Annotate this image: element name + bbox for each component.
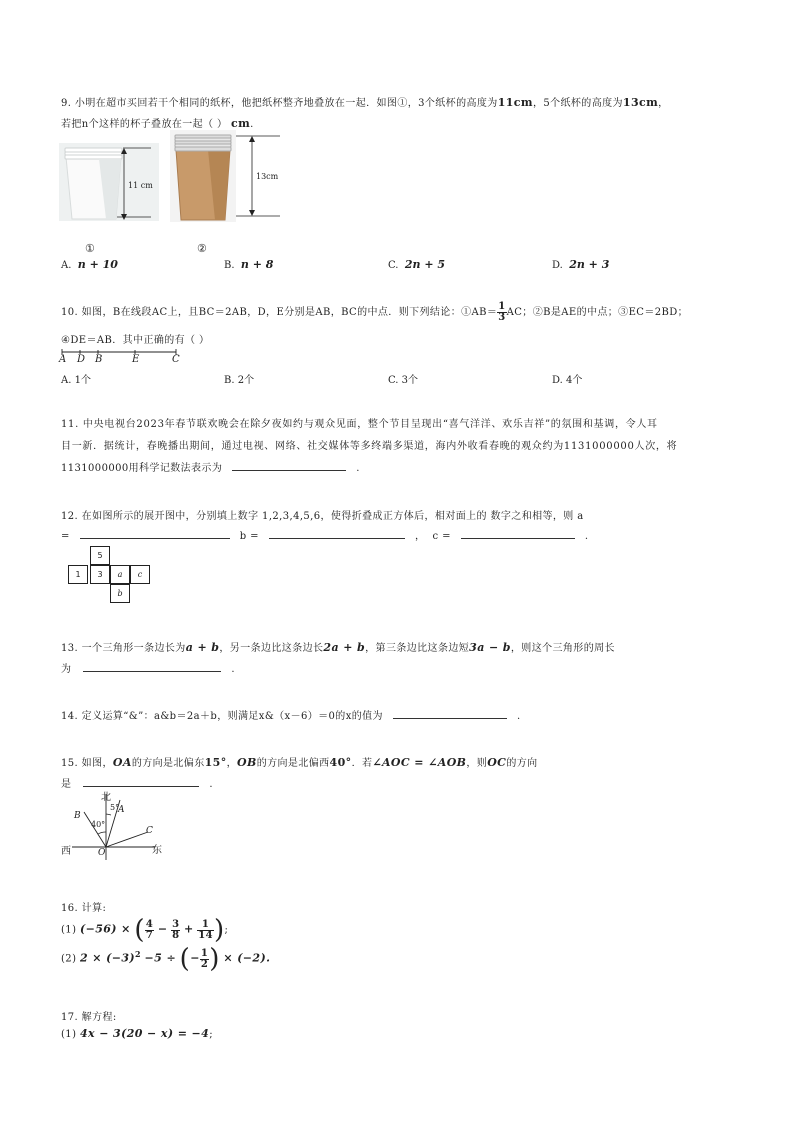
q14-line: 14. 定义运算“&”：a&b＝2a＋b，则满足x&（x－6）＝0的x的值为 . — [61, 711, 521, 722]
q12-c-blank[interactable] — [461, 537, 575, 539]
q10-point-a: A — [59, 354, 67, 365]
q12-b-blank[interactable] — [269, 537, 405, 539]
q12-line2: = b = ， c = . — [61, 531, 589, 542]
q15-line1: 15. 如图，OA的方向是北偏东15°，OB的方向是北偏西40°．若∠AOC = ∠AOB，则OC的方向 — [61, 756, 538, 769]
q16-frac-1-14: $\frac{1}{14}$ — [198, 918, 213, 941]
q9-fig2-caption: ② — [197, 242, 207, 255]
q13-answer-blank[interactable] — [83, 670, 221, 672]
q15-label-ang2: 40° — [91, 820, 106, 829]
q15-label-ang1: 5° — [110, 803, 120, 812]
q10-fraction: $\frac{1}{3}$ — [498, 301, 506, 323]
q16-title: 16. 计算: — [61, 903, 107, 914]
q17-title: 17. 解方程: — [61, 1012, 117, 1023]
q16-frac-4-7: $\frac{4}{7}$ — [145, 918, 154, 941]
q9-option-a: A. n + 10 — [61, 258, 118, 271]
net-cell-c: c — [130, 565, 150, 584]
q11-line2: 目一新．据统计，春晚播出期间，通过电视、网络、社交媒体等多终端多渠道，海内外收看春晚的观众约为1131000000人次，将 — [61, 441, 678, 452]
q15-label-b: B — [74, 811, 81, 821]
q15-label-north: 北 — [101, 792, 111, 803]
q14-answer-blank[interactable] — [393, 717, 507, 719]
q10-point-e: E — [132, 354, 140, 365]
kraft-cups-image — [170, 130, 236, 222]
q15-line2: 是 . — [61, 779, 213, 790]
q9-fig1-label: 11 cm — [128, 181, 153, 190]
net-cell-b: b — [110, 584, 130, 603]
q9-option-d: D. 2n + 3 — [552, 258, 610, 271]
q13-line2: 为 . — [61, 664, 235, 675]
q9-line2: 若把n个这样的杯子叠放在一起（ ） cm. — [61, 117, 254, 130]
q10-option-c: C. 3个 — [388, 375, 419, 386]
q12-a-blank[interactable] — [80, 537, 230, 539]
q12-line1: 12. 在如图所示的展开图中，分别填上数字 1,2,3,4,5,6，使得折叠成正方体后，相对面上的 数字之和相等，则 a — [61, 511, 584, 522]
q10-option-a: A. 1个 — [61, 375, 91, 386]
q15-label-c: C — [146, 826, 153, 836]
q9-fig1-caption: ① — [85, 242, 95, 255]
q15-label-a: A — [118, 805, 125, 815]
net-cell-3: 3 — [90, 565, 110, 584]
net-cell-5: 5 — [90, 546, 110, 565]
q10-line2: ④DE＝AB．其中正确的有（ ） — [61, 335, 210, 346]
q10-point-b: B — [95, 354, 103, 365]
q10-point-d: D — [77, 354, 86, 365]
q11-line1: 11. 中央电视台2023年春节联欢晚会在除夕夜如约与观众见面，整个节目呈现出“喜气洋洋、欢乐吉祥”的氛围和基调，令人耳 — [61, 419, 658, 430]
q9-line1: 9. 小明在超市买回若干个相同的纸杯，他把纸杯整齐地叠放在一起．如图①，3个纸杯的高度为11cm，5个纸杯的高度为13cm， — [61, 96, 669, 109]
q17-part1: (1) 4x − 3(20 − x) = −4; — [61, 1027, 213, 1040]
net-cell-1: 1 — [68, 565, 88, 584]
q9-fig2-label: 13cm — [256, 172, 279, 181]
q16-frac-3-8: $\frac{3}{8}$ — [172, 918, 180, 941]
net-cell-a: a — [110, 565, 130, 584]
q10-option-b: B. 2个 — [224, 375, 255, 386]
q16-part1: (1) (−56) × ( $\frac{4}{7}$ − $\frac{3}{8}$ + $\frac{1}{14}$ ); — [61, 915, 229, 945]
q10-line1: 10. 如图，B在线段AC上，且BC＝2AB，D，E分别是AB，BC的中点．则下列结论：①AB＝ $\frac{1}{3}$ AC；②B是AE的中点；③EC＝2BD； — [61, 301, 689, 323]
q15-label-o: O — [98, 848, 106, 858]
q10-option-d: D. 4个 — [552, 375, 583, 386]
q15-label-east: 东 — [152, 845, 162, 856]
q16-frac-1-2: $\frac{1}{2}$ — [200, 947, 209, 970]
q9-option-c: C. 2n + 5 — [388, 258, 446, 271]
q9-option-b: B. n + 8 — [224, 258, 274, 271]
q10-point-c: C — [172, 354, 180, 365]
q9-figure-2 — [170, 130, 236, 222]
q11-line3: 1131000000用科学记数法表示为 . — [61, 463, 360, 474]
q15-label-west: 西 — [61, 846, 71, 857]
q16-part2: (2) $2 \times (-3)^2 -5$ ÷ (− $\frac{1}{2}$ ) × (−2). — [61, 944, 271, 974]
q13-line1: 13. 一个三角形一条边长为a + b，另一条边比这条边长2a + b，第三条边比这条边短3a − b，则这个三角形的周长 — [61, 641, 615, 654]
q11-answer-blank[interactable] — [232, 469, 346, 471]
